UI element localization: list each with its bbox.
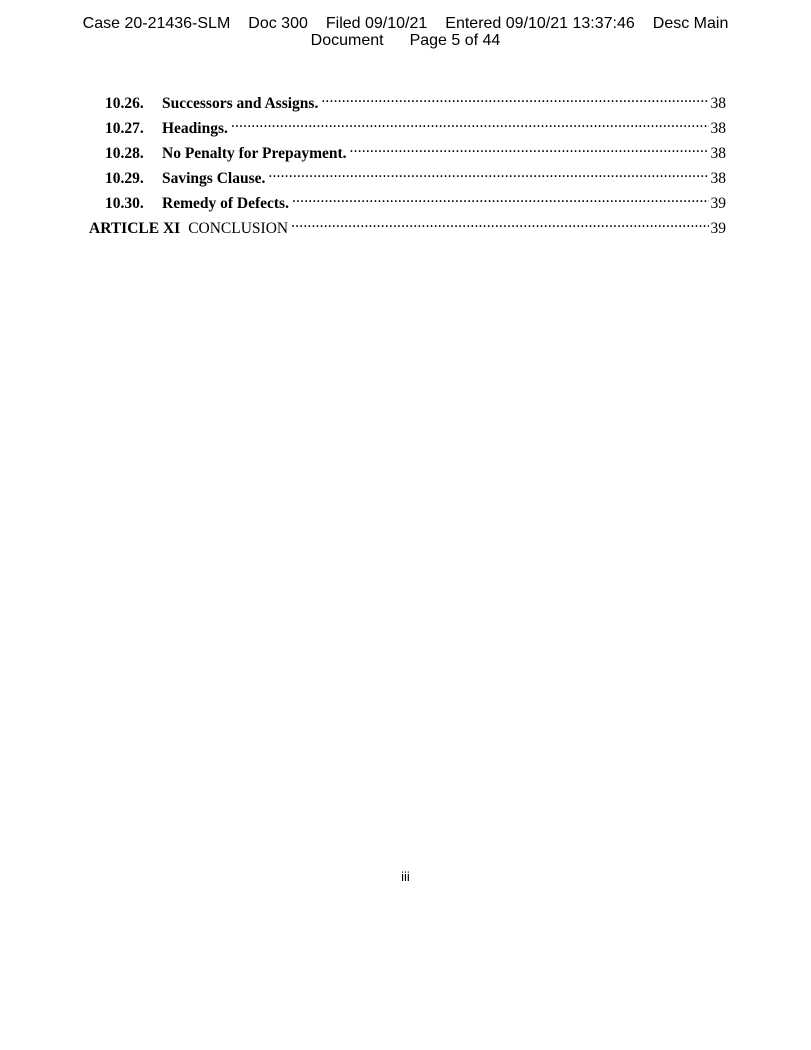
toc-entry	[105, 188, 726, 212]
toc-entry-number: 10.29.	[105, 170, 144, 187]
toc-entry-number: 10.26.	[105, 95, 144, 112]
dot-leader	[292, 188, 709, 208]
toc-entry-title: Headings.	[162, 120, 228, 137]
case-number: Case 20-21436-SLM	[82, 15, 231, 32]
header-line-1	[0, 15, 811, 32]
toc-entry-page: 38	[710, 120, 726, 137]
toc-entry	[105, 163, 726, 187]
dot-leader	[268, 163, 708, 183]
desc-label: Desc Main	[652, 15, 729, 32]
toc-entry-number: 10.28.	[105, 145, 144, 162]
dot-leader	[321, 88, 708, 108]
toc-entry-title: Remedy of Defects.	[162, 195, 289, 212]
toc-entry-title: Successors and Assigns.	[162, 95, 319, 112]
article-number: ARTICLE XI	[89, 220, 181, 237]
toc-article-page: 39	[710, 220, 726, 237]
article-title: CONCLUSION	[188, 220, 289, 237]
doc-number: Doc 300	[248, 15, 308, 32]
toc-entry-page: 39	[710, 195, 726, 212]
toc-entry	[105, 113, 726, 137]
toc-entry-page: 38	[710, 95, 726, 112]
court-filing-header	[0, 15, 811, 49]
toc-entry-page: 38	[710, 145, 726, 162]
entered-date: Entered 09/10/21 13:37:46	[445, 15, 635, 32]
toc-entry-page: 38	[710, 170, 726, 187]
filed-date: Filed 09/10/21	[325, 15, 428, 32]
toc-entry-title: Savings Clause.	[162, 170, 266, 187]
toc-entry-title: No Penalty for Prepayment.	[162, 145, 347, 162]
document-label: Document	[310, 32, 384, 49]
dot-leader	[350, 138, 709, 158]
toc-entry-number: 10.27.	[105, 120, 144, 137]
header-line-2	[0, 32, 811, 49]
toc-article-entry	[89, 213, 726, 237]
toc-entry	[105, 138, 726, 162]
footer-page-number: iii	[401, 869, 410, 884]
toc-entry-number: 10.30.	[105, 195, 144, 212]
toc-entry	[105, 88, 726, 112]
dot-leader	[231, 113, 709, 133]
dot-leader	[291, 213, 708, 233]
page-count: Page 5 of 44	[409, 32, 501, 49]
